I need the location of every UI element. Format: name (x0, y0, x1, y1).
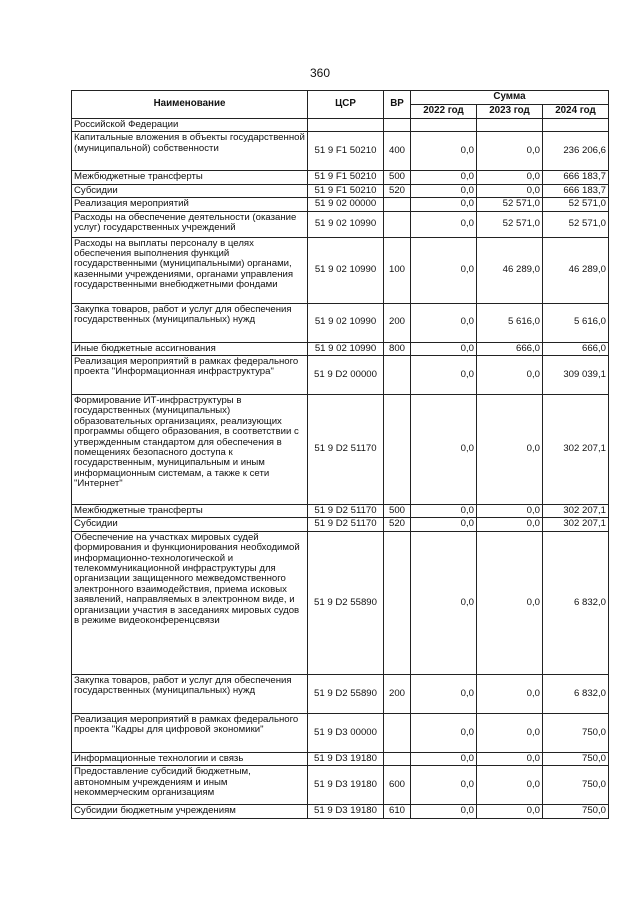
row-csr: 51 9 F1 50210 (308, 132, 384, 171)
row-name: Субсидии (72, 184, 308, 197)
row-sum-2024: 5 616,0 (543, 303, 609, 342)
row-csr: 51 9 D2 51170 (308, 395, 384, 505)
row-sum-2023: 46 289,0 (477, 237, 543, 303)
row-sum-2023: 0,0 (477, 171, 543, 184)
row-name: Межбюджетные трансферты (72, 171, 308, 184)
row-sum-2023: 0,0 (477, 518, 543, 531)
row-name: Реализация мероприятий в рамках федерального проекта "Информационная инфраструктура" (72, 356, 308, 395)
row-sum-2022: 0,0 (411, 674, 477, 713)
row-sum-2022: 0,0 (411, 356, 477, 395)
row-sum-2022: 0,0 (411, 518, 477, 531)
row-sum-2022: 0,0 (411, 752, 477, 765)
row-sum-2023: 0,0 (477, 356, 543, 395)
row-name: Реализация мероприятий в рамках федерального проекта "Кадры для цифровой экономики" (72, 713, 308, 752)
row-csr: 51 9 02 10990 (308, 237, 384, 303)
row-csr: 51 9 D2 51170 (308, 505, 384, 518)
table-row (72, 342, 609, 355)
table-body (72, 119, 609, 819)
table-row (72, 237, 609, 303)
row-sum-2024: 6 832,0 (543, 531, 609, 674)
table-header (72, 91, 609, 119)
row-csr: 51 9 02 00000 (308, 198, 384, 211)
row-sum-2024: 52 571,0 (543, 211, 609, 237)
row-sum-2024: 302 207,1 (543, 505, 609, 518)
table-row (72, 211, 609, 237)
row-vr: 800 (384, 342, 411, 355)
table-row (72, 198, 609, 211)
row-name: Обеспечение на участках мировых судей формирования и функционирования необходимой информационно-технологической и телекоммуникационной инфраструктуры для организации защищенного межведомственного электронного взаимодействия, приема исковых заявлений, направляемых в электронном виде, и организации участия в заседаниях мировых судов в режиме видеоконференцсвязи (72, 531, 308, 674)
row-csr: 51 9 D2 55890 (308, 531, 384, 674)
row-sum-2022: 0,0 (411, 198, 477, 211)
row-name: Субсидии (72, 518, 308, 531)
row-vr (384, 119, 411, 132)
row-csr: 51 9 F1 50210 (308, 184, 384, 197)
row-sum-2022: 0,0 (411, 805, 477, 818)
row-csr: 51 9 D3 19180 (308, 752, 384, 765)
row-vr: 520 (384, 184, 411, 197)
page-number: 360 (309, 66, 331, 80)
table-row (72, 752, 609, 765)
table-row (72, 119, 609, 132)
header-csr: ЦСР (308, 91, 384, 119)
row-vr: 520 (384, 518, 411, 531)
row-name: Предоставление субсидий бюджетным, автономным учреждениям и иным некоммерческим организациям (72, 766, 308, 805)
table-row (72, 184, 609, 197)
row-sum-2022: 0,0 (411, 531, 477, 674)
row-name: Закупка товаров, работ и услуг для обеспечения государственных (муниципальных) нужд (72, 303, 308, 342)
row-name: Капитальные вложения в объекты государственной (муниципальной) собственности (72, 132, 308, 171)
table-row (72, 805, 609, 818)
row-csr: 51 9 D2 51170 (308, 518, 384, 531)
table-row (72, 356, 609, 395)
row-name: Информационные технологии и связь (72, 752, 308, 765)
row-sum-2024: 52 571,0 (543, 198, 609, 211)
table-row (72, 171, 609, 184)
row-vr: 600 (384, 766, 411, 805)
table-row (72, 713, 609, 752)
row-sum-2022: 0,0 (411, 171, 477, 184)
row-vr (384, 356, 411, 395)
row-sum-2022: 0,0 (411, 713, 477, 752)
row-sum-2024: 666,0 (543, 342, 609, 355)
row-vr (384, 198, 411, 211)
row-sum-2022: 0,0 (411, 184, 477, 197)
row-sum-2023: 0,0 (477, 505, 543, 518)
row-sum-2024: 666 183,7 (543, 184, 609, 197)
row-csr: 51 9 D3 00000 (308, 713, 384, 752)
budget-table (71, 90, 609, 819)
row-sum-2024: 309 039,1 (543, 356, 609, 395)
row-name: Реализация мероприятий (72, 198, 308, 211)
row-name: Иные бюджетные ассигнования (72, 342, 308, 355)
header-year-2024: 2024 год (543, 105, 609, 119)
row-sum-2022: 0,0 (411, 505, 477, 518)
row-vr (384, 713, 411, 752)
table-row (72, 132, 609, 171)
row-sum-2024: 302 207,1 (543, 395, 609, 505)
row-sum-2023: 0,0 (477, 752, 543, 765)
header-year-2023: 2023 год (477, 105, 543, 119)
row-sum-2024: 750,0 (543, 713, 609, 752)
row-sum-2023: 0,0 (477, 713, 543, 752)
row-vr (384, 531, 411, 674)
row-csr: 51 9 D3 19180 (308, 766, 384, 805)
row-sum-2022: 0,0 (411, 237, 477, 303)
row-sum-2023: 0,0 (477, 395, 543, 505)
row-sum-2023: 0,0 (477, 766, 543, 805)
row-sum-2024: 302 207,1 (543, 518, 609, 531)
row-vr (384, 395, 411, 505)
row-csr: 51 9 D3 19180 (308, 805, 384, 818)
row-sum-2023: 0,0 (477, 674, 543, 713)
row-sum-2024: 46 289,0 (543, 237, 609, 303)
header-year-2022: 2022 год (411, 105, 477, 119)
row-sum-2023: 0,0 (477, 184, 543, 197)
row-sum-2023: 0,0 (477, 805, 543, 818)
row-sum-2023: 0,0 (477, 531, 543, 674)
row-sum-2023: 52 571,0 (477, 198, 543, 211)
header-vr: ВР (384, 91, 411, 119)
row-csr: 51 9 F1 50210 (308, 171, 384, 184)
row-sum-2023 (477, 119, 543, 132)
row-sum-2024 (543, 119, 609, 132)
row-name: Межбюджетные трансферты (72, 505, 308, 518)
row-csr: 51 9 02 10990 (308, 303, 384, 342)
row-name: Расходы на выплаты персоналу в целях обеспечения выполнения функций государственными (муниципальными) органами, казенными учреждениями, органами управления государственными внебюджетными фондами (72, 237, 308, 303)
row-vr (384, 752, 411, 765)
row-name: Российской Федерации (72, 119, 308, 132)
header-name: Наименование (72, 91, 308, 119)
row-vr: 610 (384, 805, 411, 818)
row-name: Формирование ИТ-инфраструктуры в государственных (муниципальных) образовательных организациях, реализующих программы общего образования, в соответствии с утвержденным стандартом для обеспечения в помещениях безопасного доступа к государственным, муниципальным и иным информационным системам, а также к сети "Интернет" (72, 395, 308, 505)
row-sum-2024: 750,0 (543, 752, 609, 765)
row-sum-2023: 5 616,0 (477, 303, 543, 342)
row-vr: 500 (384, 171, 411, 184)
row-name: Закупка товаров, работ и услуг для обеспечения государственных (муниципальных) нужд (72, 674, 308, 713)
row-vr (384, 211, 411, 237)
row-sum-2022: 0,0 (411, 132, 477, 171)
row-sum-2023: 52 571,0 (477, 211, 543, 237)
row-csr: 51 9 D2 55890 (308, 674, 384, 713)
row-sum-2022: 0,0 (411, 342, 477, 355)
row-sum-2024: 666 183,7 (543, 171, 609, 184)
row-sum-2024: 750,0 (543, 766, 609, 805)
row-name: Расходы на обеспечение деятельности (оказание услуг) государственных учреждений (72, 211, 308, 237)
table-row (72, 395, 609, 505)
row-sum-2022: 0,0 (411, 766, 477, 805)
row-sum-2023: 666,0 (477, 342, 543, 355)
row-csr: 51 9 D2 00000 (308, 356, 384, 395)
row-vr: 100 (384, 237, 411, 303)
table-row (72, 303, 609, 342)
row-csr: 51 9 02 10990 (308, 211, 384, 237)
row-sum-2024: 6 832,0 (543, 674, 609, 713)
table-row (72, 766, 609, 805)
table-row (72, 505, 609, 518)
row-sum-2023: 0,0 (477, 132, 543, 171)
row-csr: 51 9 02 10990 (308, 342, 384, 355)
row-sum-2024: 236 206,6 (543, 132, 609, 171)
row-sum-2022: 0,0 (411, 303, 477, 342)
row-vr: 400 (384, 132, 411, 171)
header-sum: Сумма (411, 91, 609, 105)
row-sum-2022 (411, 119, 477, 132)
table-row (72, 518, 609, 531)
table-row (72, 674, 609, 713)
row-name: Субсидии бюджетным учреждениям (72, 805, 308, 818)
row-sum-2022: 0,0 (411, 395, 477, 505)
row-sum-2024: 750,0 (543, 805, 609, 818)
row-vr: 500 (384, 505, 411, 518)
row-sum-2022: 0,0 (411, 211, 477, 237)
row-csr (308, 119, 384, 132)
table-row (72, 531, 609, 674)
row-vr: 200 (384, 674, 411, 713)
row-vr: 200 (384, 303, 411, 342)
